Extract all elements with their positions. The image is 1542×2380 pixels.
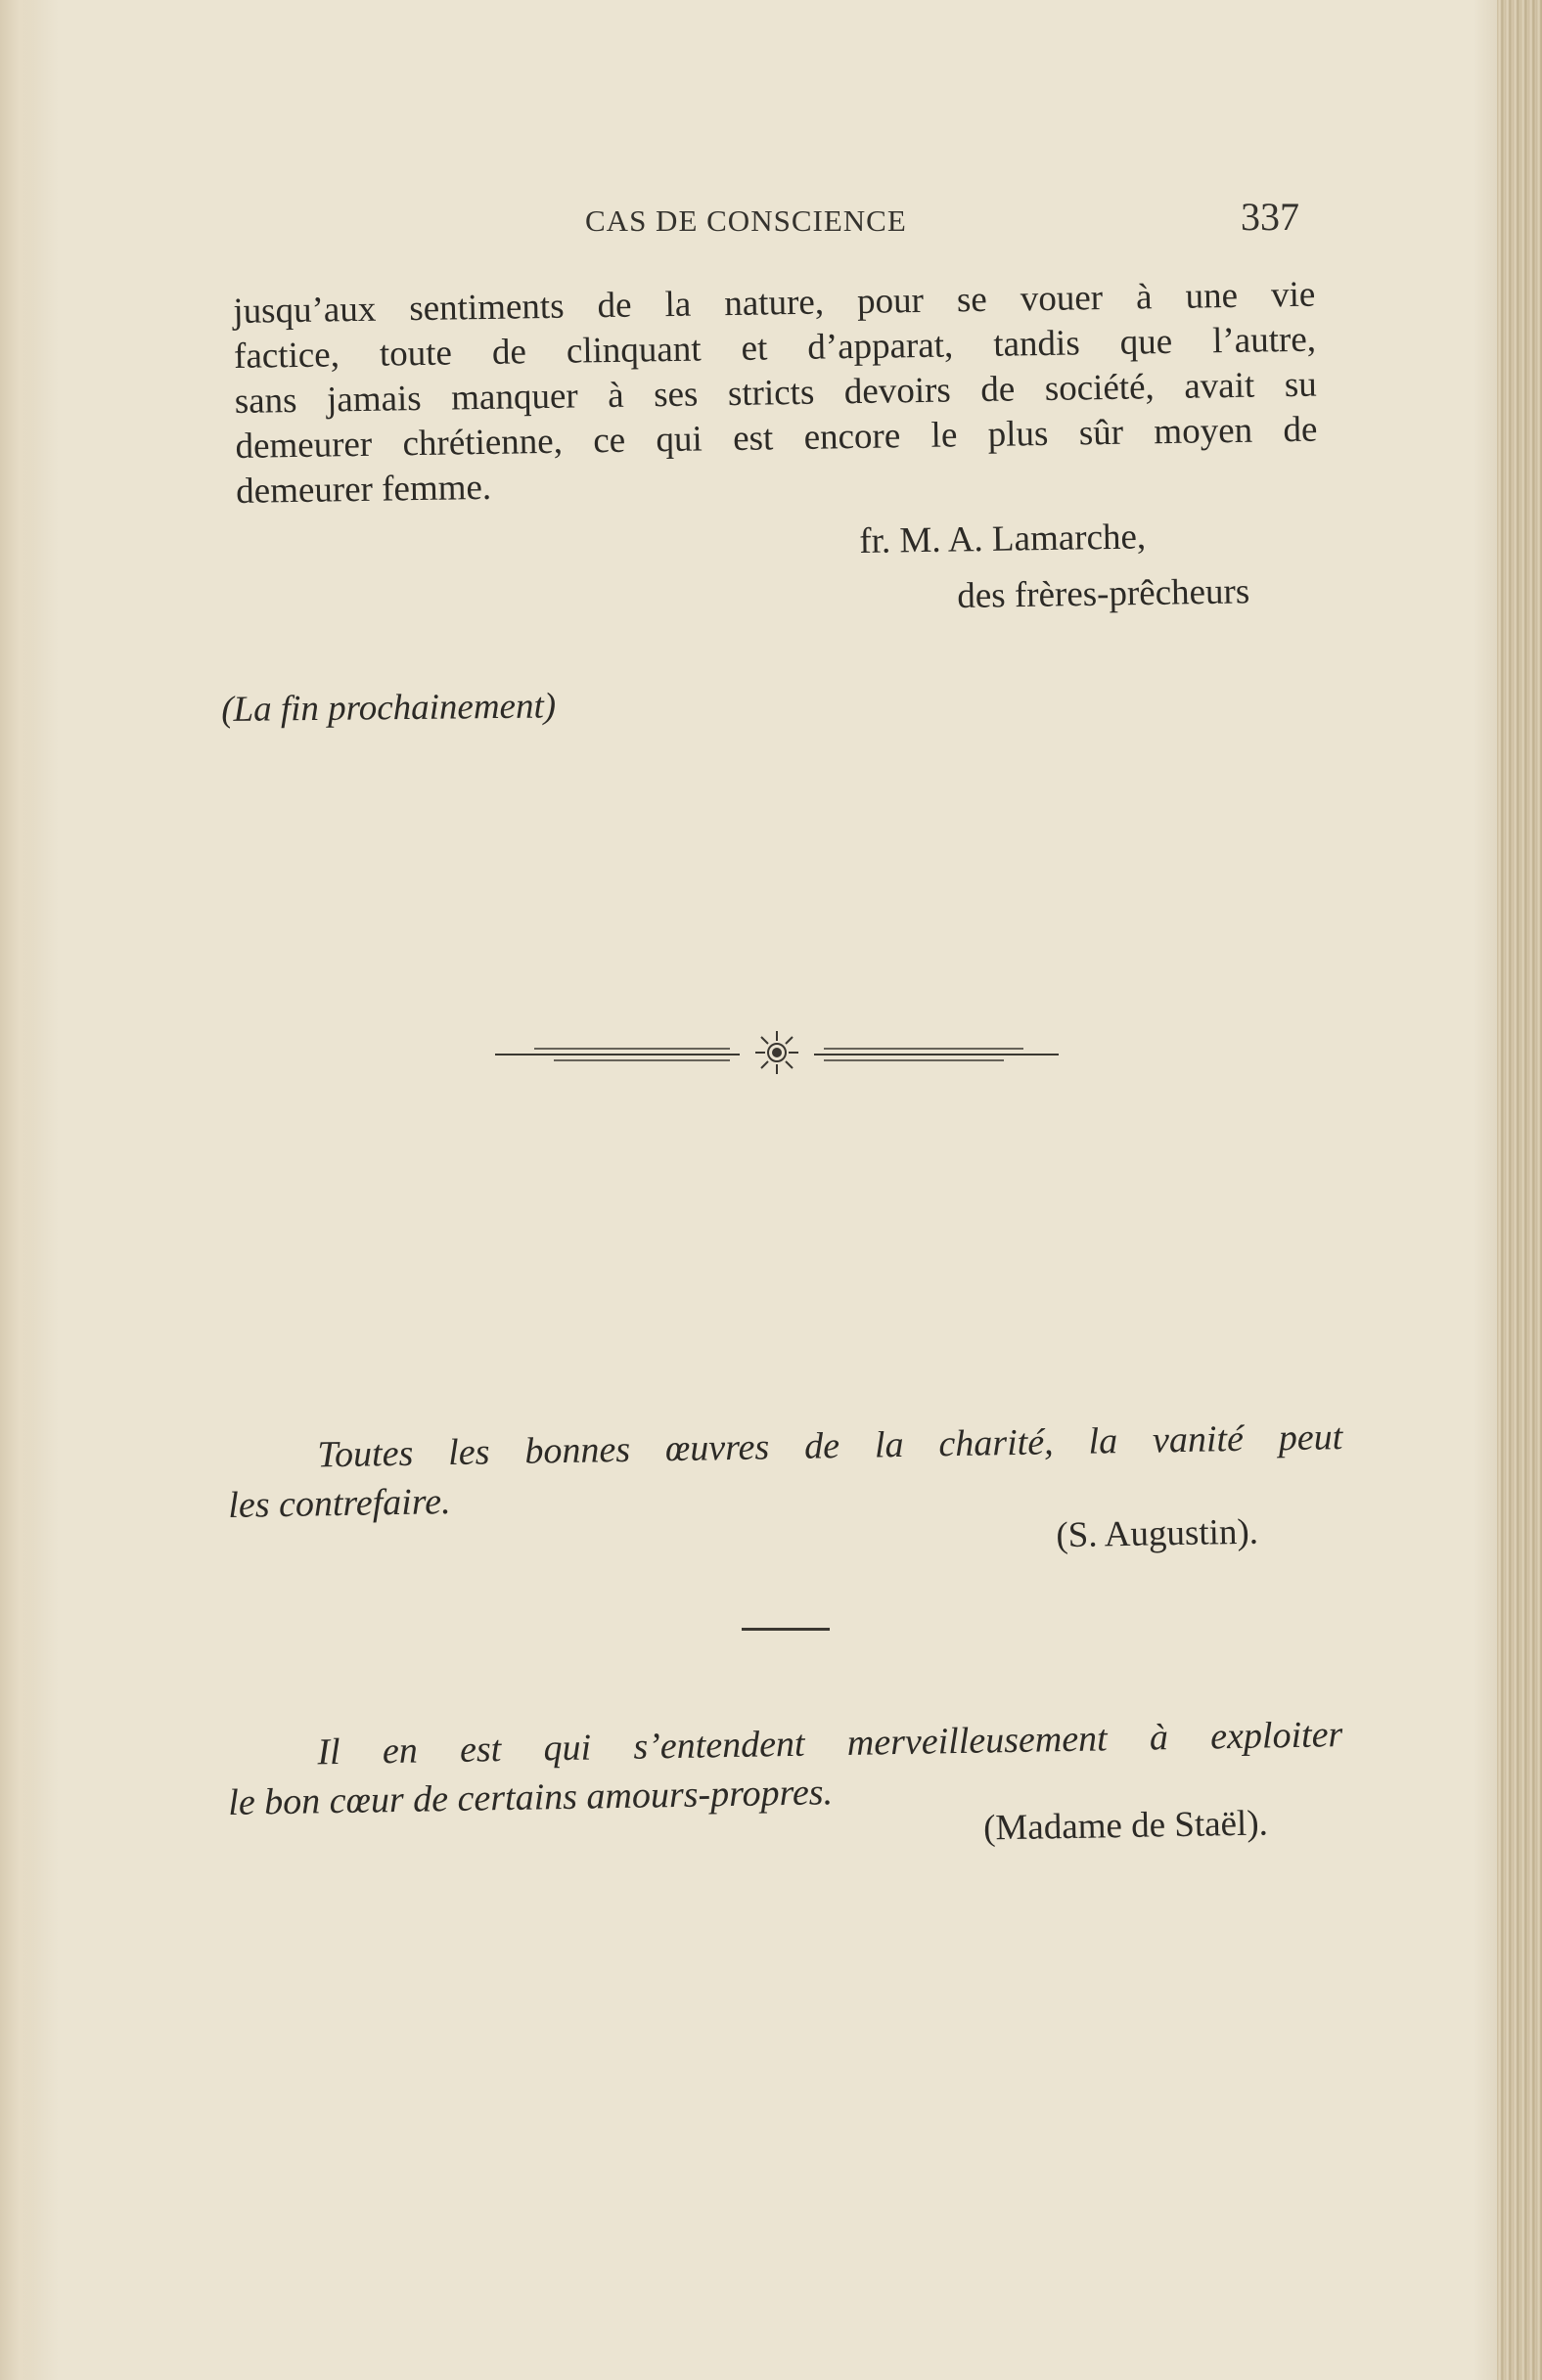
quote-attribution: (Madame de Staël).: [982, 1803, 1269, 1849]
running-title: CAS DE CONSCIENCE: [585, 203, 907, 238]
quote-line: Toutes les bonnes œuvres de la charité, la vanité peut: [317, 1416, 1343, 1476]
sun-rosette-icon: [755, 1031, 798, 1074]
quote-line: les contrefaire.: [227, 1481, 451, 1526]
quote-line: le bon cœur de certains amours-propres.: [227, 1772, 834, 1823]
page-right-edge: [1497, 0, 1542, 2380]
body-line: demeurer femme.: [235, 467, 492, 512]
quote-line: Il en est qui s’entendent merveilleusement à exploiter: [317, 1714, 1343, 1774]
body-line: jusqu’aux sentiments de la nature, pour se vouer à une vie: [233, 274, 1316, 332]
page-number: 337: [1241, 195, 1299, 239]
page-left-edge: [0, 0, 39, 2380]
body-line: sans jamais manquer à ses stricts devoirs de société, avait su: [234, 364, 1317, 422]
signature-order: des frères-prêcheurs: [957, 571, 1250, 616]
body-paragraph: [233, 273, 1318, 515]
short-rule-divider: [742, 1628, 830, 1631]
quote-stael: [227, 1710, 1344, 1866]
body-line: demeurer chrétienne, ce qui est encore le plus sûr moyen de: [235, 409, 1318, 467]
quote-attribution: (S. Augustin).: [1056, 1511, 1259, 1556]
body-line: factice, toute de clinquant et d’apparat, tandis que l’autre,: [233, 319, 1317, 377]
quote-augustin: [227, 1413, 1344, 1575]
ornament-divider: [495, 1025, 1059, 1080]
signature-name: fr. M. A. Lamarche,: [859, 516, 1147, 561]
continuation-note: (La fin prochainement): [221, 686, 557, 730]
